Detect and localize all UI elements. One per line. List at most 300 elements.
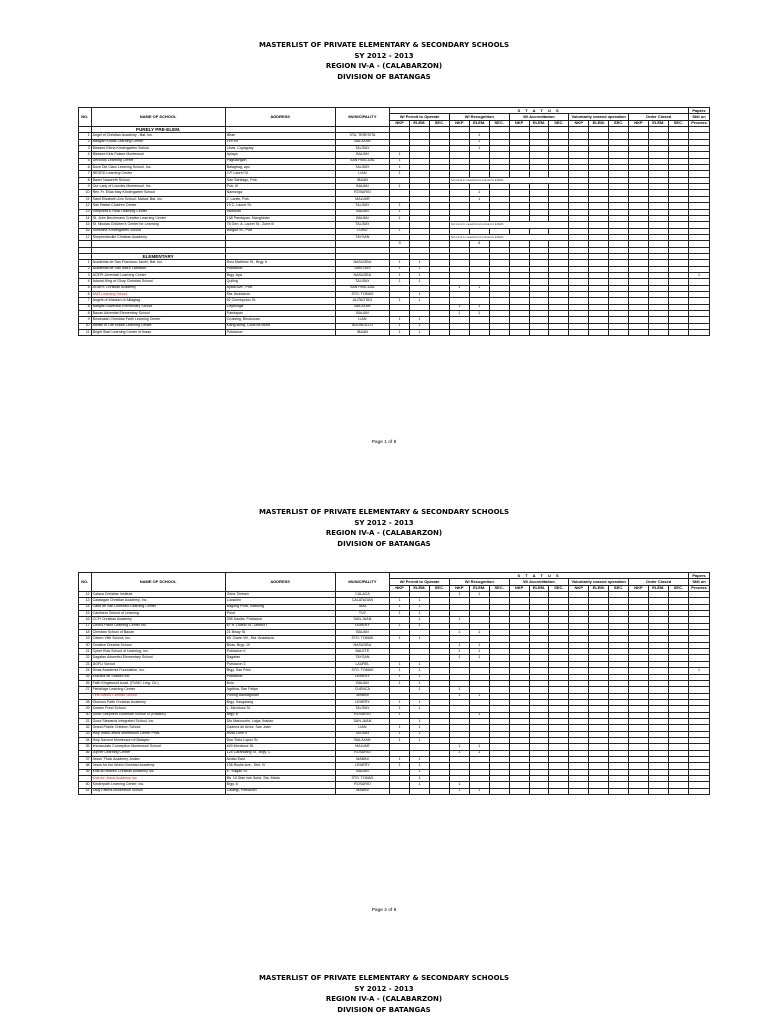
status-cell: 1	[390, 712, 410, 718]
status-cell	[609, 788, 629, 794]
school-municipality: LOBO	[335, 228, 389, 234]
school-name: Creative Dreams School	[91, 642, 225, 648]
school-address: Namunga	[225, 190, 335, 196]
status-cell: 1	[469, 304, 489, 310]
school-address: Burgos St., Pob.	[225, 228, 335, 234]
status-cell: 1	[390, 706, 410, 712]
school-municipality: CALACA	[335, 592, 389, 598]
status-cell: 1	[410, 706, 430, 712]
school-name: Casimero School of Learning	[91, 611, 225, 617]
school-address: Cadena de Amor, San Juan	[225, 725, 335, 731]
status-cell: 1	[469, 146, 489, 152]
school-municipality: TALISAY	[335, 165, 389, 171]
school-name: Holy Infant Jesus Montessori Center Phils.	[91, 731, 225, 737]
status-sub-header: SEC.	[549, 585, 569, 591]
status-cell: 1	[390, 737, 410, 743]
status-cell: 1	[469, 196, 489, 202]
school-municipality: BALAYAN	[335, 139, 389, 145]
school-address: San Santiago, Pob.	[225, 177, 335, 183]
school-address: Poblacion	[225, 266, 335, 272]
status-sub-header: NKP	[509, 585, 529, 591]
papers-header: Papers	[688, 108, 709, 114]
status-cell: 1	[390, 763, 410, 769]
status-cell	[609, 330, 629, 336]
school-address: Sta. Anastacia	[225, 291, 335, 297]
school-address: 19 C. Laurel St.	[225, 203, 335, 209]
status-cell	[688, 788, 709, 794]
status-group-header: W/ Accreditation	[509, 114, 569, 120]
header-school-year: SY 2012 - 2013	[354, 518, 414, 527]
page-header	[0, 40, 768, 82]
school-name: Dagatan Adventist Elementary School	[91, 655, 225, 661]
row-number: 27	[79, 687, 92, 693]
row-number: 32	[79, 725, 92, 731]
school-address: Poblacion II	[225, 649, 335, 655]
status-cell	[668, 788, 688, 794]
header-region: REGION IV-A - (CALABARZON)	[325, 529, 443, 537]
col-address-header: ADDRESS	[225, 573, 335, 592]
header-region: REGION IV-A - (CALABARZON)	[325, 995, 443, 1003]
school-address: Rizal Zone 4	[225, 731, 335, 737]
school-name: Dove Del Caso Learning School, Inc.	[91, 165, 225, 171]
row-note: Not found in masterlist but included in E-BEIS	[449, 234, 568, 240]
school-address: Caybunga	[225, 304, 335, 310]
status-sub-header: SEC.	[429, 585, 449, 591]
school-municipality: STO. TOMAS	[335, 636, 389, 642]
header-division: DIVISION OF BATANGAS	[337, 1005, 431, 1014]
school-name: Christian School of Bauan	[91, 630, 225, 636]
school-municipality: MABINI	[335, 788, 389, 794]
status-cell: 1	[410, 291, 430, 297]
row-number: 20	[79, 642, 92, 648]
status-cell	[449, 330, 469, 336]
school-address: 136 Rustie Ave., Dist. IV	[225, 763, 335, 769]
school-municipality: STO. TOMAS	[335, 776, 389, 782]
row-number: 8	[79, 304, 92, 310]
status-cell: 1	[469, 139, 489, 145]
row-number: 13	[79, 598, 92, 604]
status-sub-header: SEC.	[668, 585, 688, 591]
status-cell: 1	[390, 152, 410, 158]
papers-header: Papers	[688, 573, 709, 579]
school-municipality: BAUAN	[335, 769, 389, 775]
row-number: 14	[79, 604, 92, 610]
status-cell	[429, 788, 449, 794]
status-cell: 1	[449, 649, 469, 655]
status-cell: 1	[390, 323, 410, 329]
status-sub-header: ELEM.	[589, 585, 609, 591]
status-cell: 1	[410, 674, 430, 680]
school-municipality: ALITAGTAG	[335, 298, 389, 304]
status-cell	[410, 788, 430, 794]
status-sub-header: ELEM.	[410, 120, 430, 126]
row-number: 19	[79, 636, 92, 642]
row-number: 37	[79, 756, 92, 762]
school-municipality: TALISAY	[335, 706, 389, 712]
school-municipality: ROSARIO	[335, 782, 389, 788]
status-group-header: W/ Recognition	[449, 114, 509, 120]
status-group-header: Voluntarily ceased operation	[569, 579, 629, 585]
col-municipality-header: MUNICIPALITY	[335, 108, 389, 127]
school-municipality: IBAAN	[335, 177, 389, 183]
row-number: 17	[79, 623, 92, 629]
row-number: 26	[79, 680, 92, 686]
status-cell	[429, 330, 449, 336]
status-cell: 1	[449, 788, 469, 794]
status-cell: 1	[469, 712, 489, 718]
school-name: Academia de San Isidro Labrador	[91, 266, 225, 272]
row-number: 40	[79, 782, 92, 788]
school-name: Immaculate Conception Montessori School	[91, 744, 225, 750]
school-municipality: TALISAY	[335, 146, 389, 152]
status-cell: 1	[449, 750, 469, 756]
row-number: 5	[79, 285, 92, 291]
school-municipality: ROSARIO	[335, 750, 389, 756]
status-cell: 1	[390, 598, 410, 604]
status-sub-header: ELEM.	[469, 585, 489, 591]
status-cell: 1	[449, 693, 469, 699]
status-cell: 1	[410, 617, 430, 623]
status-cell: 1	[469, 655, 489, 661]
col-name-header: NAME OF SCHOOL	[91, 573, 225, 592]
status-cell: 1	[390, 165, 410, 171]
school-municipality: BAUAN	[335, 215, 389, 221]
papers-header: Still on	[688, 114, 709, 120]
school-name: DGFLI School	[91, 661, 225, 667]
school-municipality: TUY	[335, 611, 389, 617]
status-sub-header: ELEM.	[589, 120, 609, 126]
school-name: AMS Learning School	[91, 291, 225, 297]
school-address: Anilao East	[225, 756, 335, 762]
status-cell	[668, 330, 688, 336]
row-number: 41	[79, 788, 92, 794]
status-group-header: W/ Accreditation	[509, 579, 569, 585]
school-address: Brgy. 8	[225, 712, 335, 718]
school-address: Poblacion 3	[225, 661, 335, 667]
status-cell: 1	[410, 763, 430, 769]
school-municipality: MALVAR	[335, 744, 389, 750]
school-municipality: ROSARIO	[335, 712, 389, 718]
school-name: Bright Start Learning Center of Ibaan	[91, 330, 225, 336]
school-name: Kids for Jesus Academy Inc.	[91, 776, 225, 782]
school-name: Shepherd's Flock Learning Center	[91, 209, 225, 215]
school-name: Escuela de Shalom Inc.	[91, 674, 225, 680]
status-cell: 1	[390, 680, 410, 686]
school-address: 67 R. Dolino St., District I	[225, 623, 335, 629]
school-address: Brgy. 6	[225, 782, 335, 788]
school-name: Good Stewards Integrated School, Inc.	[91, 718, 225, 724]
status-cell: 1	[390, 203, 410, 209]
masterlist-table	[78, 572, 710, 795]
table-row	[79, 330, 710, 336]
school-municipality: MABINI	[335, 756, 389, 762]
school-municipality: TALISAY	[335, 203, 389, 209]
status-sub-header: NKP	[569, 585, 589, 591]
status-cell: 1	[449, 630, 469, 636]
status-group-header: W/ Permit to Operate	[390, 114, 450, 120]
status-cell: 1	[390, 272, 410, 278]
status-cell: 1	[688, 272, 709, 278]
status-sub-header: ELEM.	[410, 585, 430, 591]
school-address: Bagong Pook, Balisong	[225, 604, 335, 610]
status-cell: 1	[390, 215, 410, 221]
school-address: J.P. Laurel St.	[225, 171, 335, 177]
header-division: DIVISION OF BATANGAS	[337, 539, 431, 548]
section-title: PURELY PRE-ELEM.	[91, 127, 225, 133]
status-sub-header: ELEM.	[648, 120, 668, 126]
status-cell: 1	[390, 279, 410, 285]
school-address: Brgy. Apa	[225, 272, 335, 278]
status-cell: 1	[469, 133, 489, 139]
status-cell	[390, 788, 410, 794]
page-header	[0, 973, 768, 1015]
status-cell: 1	[469, 642, 489, 648]
status-cell: 1	[390, 756, 410, 762]
school-municipality: ROSARIO	[335, 190, 389, 196]
papers-header: Process	[688, 585, 709, 591]
school-address: Poblacion	[225, 330, 335, 336]
page-header	[0, 507, 768, 549]
status-cell: 1	[410, 623, 430, 629]
school-address: Bolo	[225, 680, 335, 686]
school-name: Blessed Elena Kindergarten School	[91, 146, 225, 152]
school-name: First Mabini Catholic School	[91, 693, 225, 699]
school-address: 124 Carandang St., Brgy. C	[225, 750, 335, 756]
school-municipality: SAN JUAN	[335, 617, 389, 623]
school-name: Adonai-King of Glory Christian School	[91, 279, 225, 285]
school-municipality: SAN PASCUAL	[335, 158, 389, 164]
row-number: 33	[79, 731, 92, 737]
row-number: 3	[79, 146, 92, 152]
status-cell: 1	[469, 649, 489, 655]
row-number: 16	[79, 617, 92, 623]
school-address: #49 Montecor St.	[225, 744, 335, 750]
school-municipality: BALAYAN	[335, 304, 389, 310]
status-cell: 1	[449, 304, 469, 310]
school-name: AGAPE Christian Academy	[91, 285, 225, 291]
school-municipality: STO. TOMAS	[335, 291, 389, 297]
status-cell: 1	[410, 725, 430, 731]
school-address: Dagatan	[225, 655, 335, 661]
school-name: Rev. Fr. Elias May Kindergarten School	[91, 190, 225, 196]
status-cell	[529, 788, 549, 794]
table-row	[79, 788, 710, 794]
col-municipality-header: MUNICIPALITY	[335, 573, 389, 592]
school-name: Cyber Kids School of Learning, Inc.	[91, 649, 225, 655]
school-address: Brgy. San Felix	[225, 668, 335, 674]
row-number: 1	[79, 260, 92, 266]
status-cell	[489, 330, 509, 336]
status-cell	[648, 788, 668, 794]
school-municipality: STA. TERESITA	[335, 133, 389, 139]
school-name: Binubusan Christian Faith Learning Center	[91, 317, 225, 323]
school-municipality: LAUREL	[335, 661, 389, 667]
page-number: Page 1 of 8	[371, 440, 397, 445]
school-municipality: LIAN	[335, 317, 389, 323]
status-cell	[589, 330, 609, 336]
school-name: Devonus Learning Center	[91, 158, 225, 164]
school-address: Sto Masunurin, Laiya, Ibabao	[225, 718, 335, 724]
row-number: 21	[79, 649, 92, 655]
status-group-header: Order Closed	[629, 114, 689, 120]
school-name: Saint Elizabeth Ann School- Malvar Bat. Inc.	[91, 196, 225, 202]
row-number: 7	[79, 171, 92, 177]
status-sub-header: NKP	[629, 585, 649, 591]
status-cell: 1	[410, 718, 430, 724]
school-name: Jesus' Flock Academy, Anilao	[91, 756, 225, 762]
school-municipality: BAUAN	[335, 680, 389, 686]
school-name: Calatagan Christian Academy, Inc.	[91, 598, 225, 604]
school-address: 21 Binay St.	[225, 630, 335, 636]
status-cell: 1	[410, 737, 430, 743]
status-group-header: W/ Permit to Operate	[390, 579, 450, 585]
row-number: 24	[79, 668, 92, 674]
school-municipality: TALISAY	[335, 222, 389, 228]
status-cell: 1	[469, 190, 489, 196]
status-cell: 1	[469, 592, 489, 598]
status-cell: 1	[390, 668, 410, 674]
row-number: 36	[79, 750, 92, 756]
school-name: Grand Prairie Children School	[91, 725, 225, 731]
masterlist-table	[78, 107, 710, 336]
row-number: 4	[79, 152, 92, 158]
status-cell: 1	[390, 317, 410, 323]
school-municipality: TAYSAN	[335, 655, 389, 661]
status-cell: 1	[390, 674, 410, 680]
status-sub-header: ELEM.	[529, 585, 549, 591]
school-name: Academia de San Francisco Javier, Bat. Inc.	[91, 260, 225, 266]
row-number: 9	[79, 317, 92, 323]
status-cell: 1	[410, 298, 430, 304]
status-cell	[549, 788, 569, 794]
status-cell: 1	[410, 330, 430, 336]
school-address: Ruiz Martinez St., Brgy. 6	[225, 260, 335, 266]
school-name: HEGED Learning Center	[91, 171, 225, 177]
status-sub-header: ELEM.	[648, 585, 668, 591]
school-address: Bk. 10 Stan Isle Subd. Sta. Maria	[225, 776, 335, 782]
status-cell: 1	[410, 604, 430, 610]
school-address: Libas, Cuyaguay	[225, 146, 335, 152]
school-address: 395 Dasilla, Poblacion	[225, 617, 335, 623]
status-sub-header: NKP	[449, 120, 469, 126]
school-municipality: CUENCA	[335, 687, 389, 693]
school-address: Agrifina, San Felipe	[225, 687, 335, 693]
status-cell: 1	[410, 266, 430, 272]
school-municipality: AGONCILLO	[335, 323, 389, 329]
row-number: 12	[79, 592, 92, 598]
status-cell	[569, 330, 589, 336]
total-cell: 5	[469, 241, 489, 247]
row-number: 5	[79, 158, 92, 164]
status-cell: 1	[410, 317, 430, 323]
school-name: Child's Place Learning Center Inc.	[91, 623, 225, 629]
school-name: Golden Pond School	[91, 706, 225, 712]
school-address: Pulot	[225, 611, 335, 617]
status-cell: 1	[449, 617, 469, 623]
status-sub-header: NKP	[509, 120, 529, 126]
status-sub-header: NKP	[569, 120, 589, 126]
row-number: 8	[79, 177, 92, 183]
school-municipality: MALVAR	[335, 196, 389, 202]
school-name: Breath of Life Kiddie Learning Center	[91, 323, 225, 329]
status-cell: 1	[390, 725, 410, 731]
row-number: 3	[79, 272, 92, 278]
status-cell	[589, 788, 609, 794]
school-name: Holy Saviour Montessori of Balayan	[91, 737, 225, 743]
school-address: Crossing, Binubusan	[225, 317, 335, 323]
school-address: Balagbag, ayo	[225, 165, 335, 171]
school-address: 62 Concepcion St.	[225, 298, 335, 304]
status-cell: 1	[410, 636, 430, 642]
school-address: Pandayan	[225, 311, 335, 317]
row-number: 39	[79, 769, 92, 775]
status-sub-header: NKP	[449, 585, 469, 591]
school-name: ACEPI-Jeremiah Learning Center	[91, 272, 225, 278]
school-municipality: SAN LUIS	[335, 266, 389, 272]
school-municipality: BAUAN	[335, 152, 389, 158]
school-name: Citizen Ville School, Inc.	[91, 636, 225, 642]
school-name: Faith Kingswood Acad. (FUMC Lrng. Ctr.)	[91, 680, 225, 686]
status-cell: 1	[390, 330, 410, 336]
school-name: Casa de San Dominico Learning Center	[91, 604, 225, 610]
status-cell: 1	[410, 661, 430, 667]
row-number: 16	[79, 228, 92, 234]
status-cell: 1	[390, 731, 410, 737]
school-name: Sunshine Kindergarten School	[91, 228, 225, 234]
status-cell: 1	[390, 636, 410, 642]
school-municipality: LEMERY	[335, 699, 389, 705]
school-name: Shepherdsville Christian Academy	[91, 234, 225, 240]
school-address: Quiling	[225, 279, 335, 285]
school-name: Kinderpath Learning Center, Inc.	[91, 782, 225, 788]
status-group-header: W/ Recognition	[449, 579, 509, 585]
status-cell	[529, 330, 549, 336]
school-name: Jesus for the World Christian Academy	[91, 763, 225, 769]
school-name: Good Shepherd Diocesan School III (Rosario)	[91, 712, 225, 718]
row-number: 35	[79, 744, 92, 750]
row-note: Not found in masterlist but included in E-BEIS	[449, 222, 568, 228]
school-address: Poblacion	[225, 674, 335, 680]
col-address-header: ADDRESS	[225, 108, 335, 127]
school-address: Ilihan	[225, 133, 335, 139]
status-sub-header: ELEM.	[469, 120, 489, 126]
row-number: 12	[79, 203, 92, 209]
school-name: Balayan Kiddie Learning Center	[91, 139, 225, 145]
status-cell: 1	[390, 266, 410, 272]
status-cell: 1	[390, 604, 410, 610]
status-cell: 1	[390, 228, 410, 234]
status-cell: 1	[410, 699, 430, 705]
status-cell: 1	[410, 668, 430, 674]
row-number: 10	[79, 323, 92, 329]
row-number: 1	[79, 133, 92, 139]
school-name: St. John Berchmans Creative Learning Center	[91, 215, 225, 221]
page-number: Page 2 of 8	[371, 908, 397, 913]
school-municipality: TAAL	[335, 604, 389, 610]
school-address: Pulong Balibaguhan	[225, 693, 335, 699]
row-number: 23	[79, 661, 92, 667]
total-cell: 9	[390, 241, 410, 247]
status-cell: 1	[449, 285, 469, 291]
school-name: Glorious Faith Christian Academy	[91, 699, 225, 705]
row-number: 17	[79, 234, 92, 240]
school-name: Jupher Learning Center	[91, 750, 225, 756]
status-cell: 1	[469, 630, 489, 636]
school-municipality: BAUAN	[335, 209, 389, 215]
header-title: MASTERLIST OF PRIVATE ELEMENTARY & SECONDARY SCHOOLS	[258, 508, 510, 516]
status-cell: 1	[390, 611, 410, 617]
header-division: DIVISION OF BATANGAS	[337, 72, 431, 81]
